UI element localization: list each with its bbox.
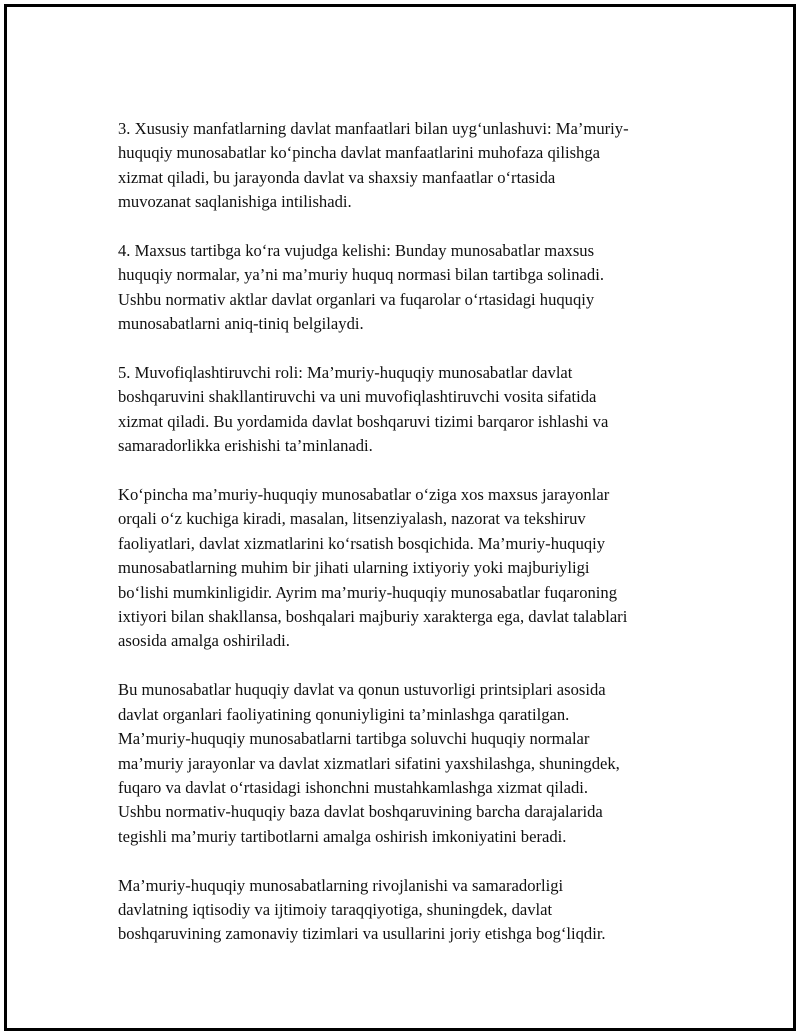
text-line: Ko‘pincha ma’muriy-huquqiy munosabatlar o‘ziga xos maxsus jarayonlar xyxy=(118,485,610,505)
text-line: samaradorlikka erishishi ta’minlanadi. xyxy=(118,436,373,456)
paragraph-2 xyxy=(118,239,678,337)
text-line: ixtiyori bilan shakllansa, boshqalari majburiy xarakterga ega, davlat talablari xyxy=(118,607,628,627)
text-line: xizmat qiladi. Bu yordamida davlat boshqaruvi tizimi barqaror ishlashi va xyxy=(118,411,609,431)
text-line: 3. Xususiy manfatlarning davlat manfaatlari bilan uyg‘unlashuvi: Ma’muriy- xyxy=(118,119,629,138)
text-line: tegishli ma’muriy tartibotlarni amalga oshirish imkoniyatini beradi. xyxy=(118,826,567,846)
document-body xyxy=(118,117,678,971)
text-line: asosida amalga oshiriladi. xyxy=(118,631,290,651)
text-line: Ushbu normativ aktlar davlat organlari va fuqarolar o‘rtasidagi huquqiy xyxy=(118,289,595,309)
text-line: huquqiy normalar, ya’ni ma’muriy huquq normasi bilan tartibga solinadi. xyxy=(118,265,604,285)
text-line: bo‘lishi mumkinligidir. Ayrim ma’muriy-huquqiy munosabatlar fuqaroning xyxy=(118,582,617,602)
text-line: boshqaruvining zamonaviy tizimlari va usullarini joriy etishga bog‘liqdir. xyxy=(118,924,606,944)
text-line: muvozanat saqlanishiga intilishadi. xyxy=(118,192,352,212)
text-line: munosabatlarning muhim bir jihati ularning ixtiyoriy yoki majburiyligi xyxy=(118,558,590,578)
paragraph-5 xyxy=(118,678,678,849)
text-line: huquqiy munosabatlar ko‘pincha davlat manfaatlarini muhofaza qilishga xyxy=(118,143,600,163)
text-line: xizmat qiladi, bu jarayonda davlat va shaxsiy manfaatlar o‘rtasida xyxy=(118,167,556,187)
text-line: 4. Maxsus tartibga ko‘ra vujudga kelishi: Bunday munosabatlar maxsus xyxy=(118,241,595,261)
text-line: ma’muriy jarayonlar va davlat xizmatlari sifatini yaxshilashga, shuningdek, xyxy=(118,753,620,773)
paragraph-4 xyxy=(118,483,678,654)
text-line: 5. Muvofiqlashtiruvchi roli: Ma’muriy-huquqiy munosabatlar davlat xyxy=(118,363,573,383)
text-line: fuqaro va davlat o‘rtasidagi ishonchni mustahkamlashga xizmat qiladi. xyxy=(118,777,589,797)
text-line: Bu munosabatlar huquqiy davlat va qonun ustuvorligi printsiplari asosida xyxy=(118,680,606,700)
paragraph-1 xyxy=(118,117,678,215)
paragraph-6 xyxy=(118,874,678,947)
text-line: Ma’muriy-huquqiy munosabatlarning rivojlanishi va samaradorligi xyxy=(118,875,564,895)
text-line: orqali o‘z kuchiga kiradi, masalan, litsenziyalash, nazorat va tekshiruv xyxy=(118,509,586,529)
paragraph-3 xyxy=(118,361,678,459)
text-line: munosabatlarni aniq-tiniq belgilaydi. xyxy=(118,314,364,334)
text-line: faoliyatlari, davlat xizmatlarini ko‘rsatish bosqichida. Ma’muriy-huquqiy xyxy=(118,533,606,553)
text-line: Ushbu normativ-huquqiy baza davlat boshqaruvining barcha darajalarida xyxy=(118,802,603,822)
text-line: boshqaruvini shakllantiruvchi va uni muvofiqlashtiruvchi vosita sifatida xyxy=(118,387,597,407)
text-line: davlatning iqtisodiy va ijtimoiy taraqqiyotiga, shuningdek, davlat xyxy=(118,899,553,919)
text-line: davlat organlari faoliyatining qonuniyligini ta’minlashga qaratilgan. xyxy=(118,704,570,724)
text-line: Ma’muriy-huquqiy munosabatlarni tartibga soluvchi huquqiy normalar xyxy=(118,729,590,749)
